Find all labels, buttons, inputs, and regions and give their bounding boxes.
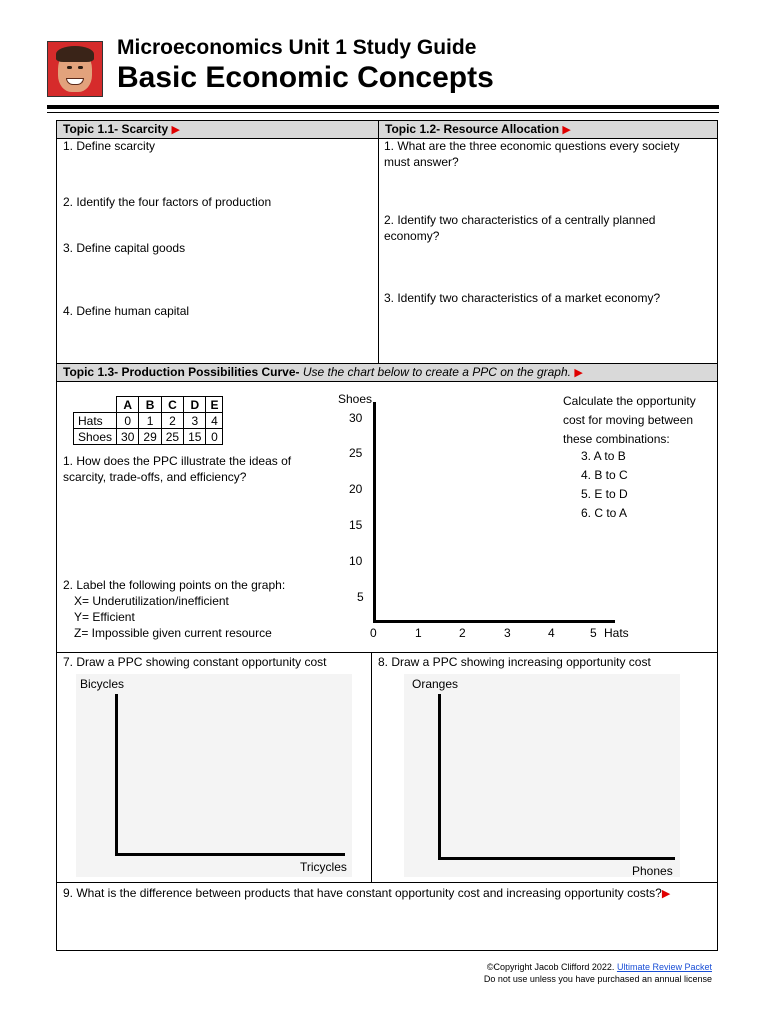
ppc-data-table <box>73 396 223 445</box>
table-cell: 0 <box>206 429 223 445</box>
table-cell: Hats <box>74 413 117 429</box>
table-header-cell: D <box>184 397 206 413</box>
q7-x-axis <box>115 853 345 856</box>
topic-1-2-q2: 2. Identify two characteristics of a centrally planned economy? <box>384 213 656 243</box>
table-header-cell: B <box>139 397 161 413</box>
table-header-row <box>74 397 223 413</box>
q8-y-label: Oranges <box>412 677 459 691</box>
topic-1-3-header <box>57 364 717 382</box>
q8-drawing-area <box>404 674 680 877</box>
topic-1-1-q2: 2. Identify the four factors of production <box>63 195 272 209</box>
table-cell: 3 <box>184 413 206 429</box>
topic-1-3-title: Topic 1.3- Production Possibilities Curve- <box>63 365 300 379</box>
page-footer <box>484 961 712 985</box>
table-cell: 1 <box>139 413 161 429</box>
y-tick-label: 5 <box>357 590 364 604</box>
calc-item: 4. B to C <box>581 468 628 482</box>
y-tick-label: 15 <box>349 518 363 532</box>
header-divider <box>47 105 719 109</box>
review-packet-link[interactable]: Ultimate Review Packet <box>616 962 712 972</box>
x-tick-label: 5 <box>590 626 597 640</box>
q7-x-label: Tricycles <box>300 860 347 874</box>
point-y-label: Y= Efficient <box>74 610 135 624</box>
point-x-label: X= Underutilization/inefficient <box>74 594 229 608</box>
table-cell: 2 <box>161 413 183 429</box>
x-tick-label: 3 <box>504 626 511 640</box>
question-9 <box>63 885 713 902</box>
arrow-right-icon: ▶ <box>171 124 180 136</box>
table-cell: 29 <box>139 429 161 445</box>
topic-1-2-q3: 3. Identify two characteristics of a market economy? <box>384 291 661 305</box>
topic-1-1-q3: 3. Define capital goods <box>63 241 186 255</box>
x-tick-label: 2 <box>459 626 466 640</box>
calc-item: 5. E to D <box>581 487 628 501</box>
page-title: Basic Economic Concepts <box>117 61 494 94</box>
author-photo <box>47 41 103 97</box>
table-cell: 25 <box>161 429 183 445</box>
topic-1-3-q2-title: 2. Label the following points on the graph: <box>63 578 286 592</box>
topic-1-2-header <box>379 121 717 139</box>
section-divider <box>57 652 718 653</box>
q7-y-label: Bicycles <box>80 677 125 691</box>
table-cell: 0 <box>117 413 139 429</box>
graph-x-axis <box>373 620 615 623</box>
table-cell: Shoes <box>74 429 117 445</box>
table-cell: 30 <box>117 429 139 445</box>
topic-1-3-q1: 1. How does the PPC illustrate the ideas of scarcity, trade-offs, and efficiency? <box>63 454 292 484</box>
table-row <box>74 413 223 429</box>
q7-y-axis <box>115 694 118 856</box>
question-9-text: 9. What is the difference between products that have constant opportunity cost and increasing opportunity costs? <box>63 886 662 900</box>
arrow-right-icon: ▶ <box>661 888 671 900</box>
table-cell: 4 <box>206 413 223 429</box>
y-tick-label: 25 <box>349 446 363 460</box>
graph-x-label: Hats <box>604 626 629 640</box>
x-tick-label: 0 <box>370 626 377 640</box>
header-divider-thin <box>47 112 719 113</box>
topic-1-3-instruction: Use the chart below to create a PPC on the graph. <box>302 365 571 379</box>
column-divider <box>378 121 379 364</box>
y-tick-label: 10 <box>349 554 363 568</box>
graph-y-axis <box>373 402 376 623</box>
graph-y-label: Shoes <box>338 392 373 406</box>
table-header-cell: C <box>161 397 183 413</box>
topic-1-2-q1: 1. What are the three economic questions every society must answer? <box>384 139 680 169</box>
opportunity-cost-prompt: Calculate the opportunity cost for moving between these combinations: <box>563 394 696 446</box>
topic-1-2-title: Topic 1.2- Resource Allocation <box>385 122 560 136</box>
y-tick-label: 20 <box>349 482 363 496</box>
topic-1-1-header <box>57 121 378 139</box>
x-tick-label: 1 <box>415 626 422 640</box>
table-header-cell: E <box>206 397 223 413</box>
topic-1-1-q4: 4. Define human capital <box>63 304 190 318</box>
q8-x-label: Phones <box>632 864 673 878</box>
table-row <box>74 429 223 445</box>
topic-1-1-q1: 1. Define scarcity <box>63 139 156 153</box>
topic-1-1-title: Topic 1.1- Scarcity <box>63 122 169 136</box>
x-tick-label: 4 <box>548 626 555 640</box>
calc-item: 6. C to A <box>581 506 628 520</box>
page-header <box>47 36 719 100</box>
q8-y-axis <box>438 694 441 860</box>
license-notice: Do not use unless you have purchased an annual license <box>483 974 712 984</box>
page-subtitle: Microeconomics Unit 1 Study Guide <box>117 36 477 59</box>
question-8: 8. Draw a PPC showing increasing opportunity cost <box>378 655 651 669</box>
table-cell: 15 <box>184 429 206 445</box>
table-header-cell <box>74 397 117 413</box>
table-header-cell: A <box>117 397 139 413</box>
calc-item: 3. A to B <box>581 449 626 463</box>
copyright-text: ©Copyright Jacob Clifford 2022. <box>486 962 615 972</box>
copyright-line <box>484 961 712 973</box>
question-7: 7. Draw a PPC showing constant opportunity cost <box>63 655 327 669</box>
column-divider <box>371 652 372 882</box>
y-tick-label: 30 <box>349 411 363 425</box>
arrow-right-icon: ▶ <box>562 124 571 136</box>
section-divider <box>57 882 718 883</box>
q8-x-axis <box>438 857 675 860</box>
arrow-right-icon: ▶ <box>574 367 583 379</box>
point-z-label: Z= Impossible given current resource <box>74 626 272 640</box>
